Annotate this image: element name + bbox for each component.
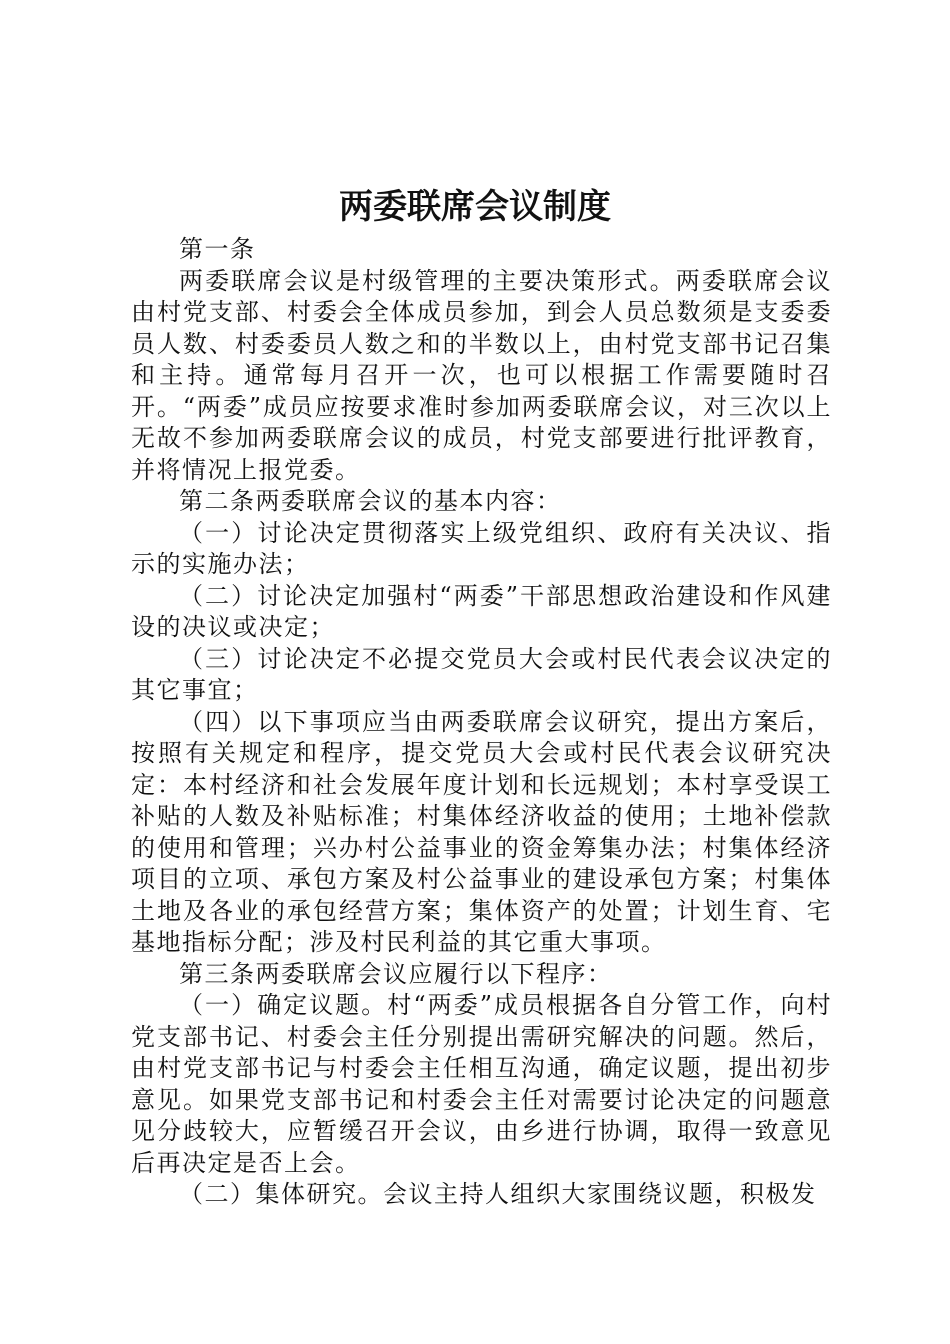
document-title: 两委联席会议制度 [339,187,611,227]
article-2-item-4: （四）以下事项应当由两委联席会议研究，提出方案后，按照有关规定和程序，提交党员大会或村民代表会议研究决定：本村经济和社会发展年度计划和长远规划；本村享受误工补贴的人数及补贴标准；村集体经济收益的使用；土地补偿款的使用和管理；兴办村公益事业的资金筹集办法；村集体经济项目的立项、承包方案及村公益事业的建设承包方案；村集体土地及各业的承包经营方案；集体资产的处置；计划生育、宅基地指标分配；涉及村民利益的其它重大事项。 [131,707,832,956]
article-1-paragraph: 两委联席会议是村级管理的主要决策形式。两委联席会议由村党支部、村委会全体成员参加，到会人员总数须是支委委员人数、村委委员人数之和的半数以上，由村党支部书记召集和主持。通常每月召开一次，也可以根据工作需要随时召开。“两委”成员应按要求准时参加两委联席会议，对三次以上无故不参加两委联席会议的成员，村党支部要进行批评教育，并将情况上报党委。 [131,266,832,484]
article-3-item-1: （一）确定议题。村“两委”成员根据各自分管工作，向村党支部书记、村委会主任分别提出需研究解决的问题。然后，由村党支部书记与村委会主任相互沟通，确定议题，提出初步意见。如果党支部书记和村委会主任对需要讨论决定的问题意见分歧较大，应暂缓召开会议，由乡进行协调，取得一致意见后再决定是否上会。 [131,991,832,1177]
article-3-heading: 第三条两委联席会议应履行以下程序： [179,959,613,988]
document-body [131,234,832,1211]
article-2-item-1: （一）讨论决定贯彻落实上级党组织、政府有关决议、指示的实施办法； [131,518,832,578]
article-1-heading: 第一条 [179,235,256,263]
article-2-heading: 第二条两委联席会议的基本内容： [179,487,562,515]
article-2-item-3: （三）讨论决定不必提交党员大会或村民代表会议决定的其它事宜； [131,644,832,704]
article-3-item-2: （二）集体研究。会议主持人组织大家围绕议题，积极发 [179,1180,817,1208]
article-2-item-2: （二）讨论决定加强村“两委”干部思想政治建设和作风建设的决议或决定； [131,581,832,641]
